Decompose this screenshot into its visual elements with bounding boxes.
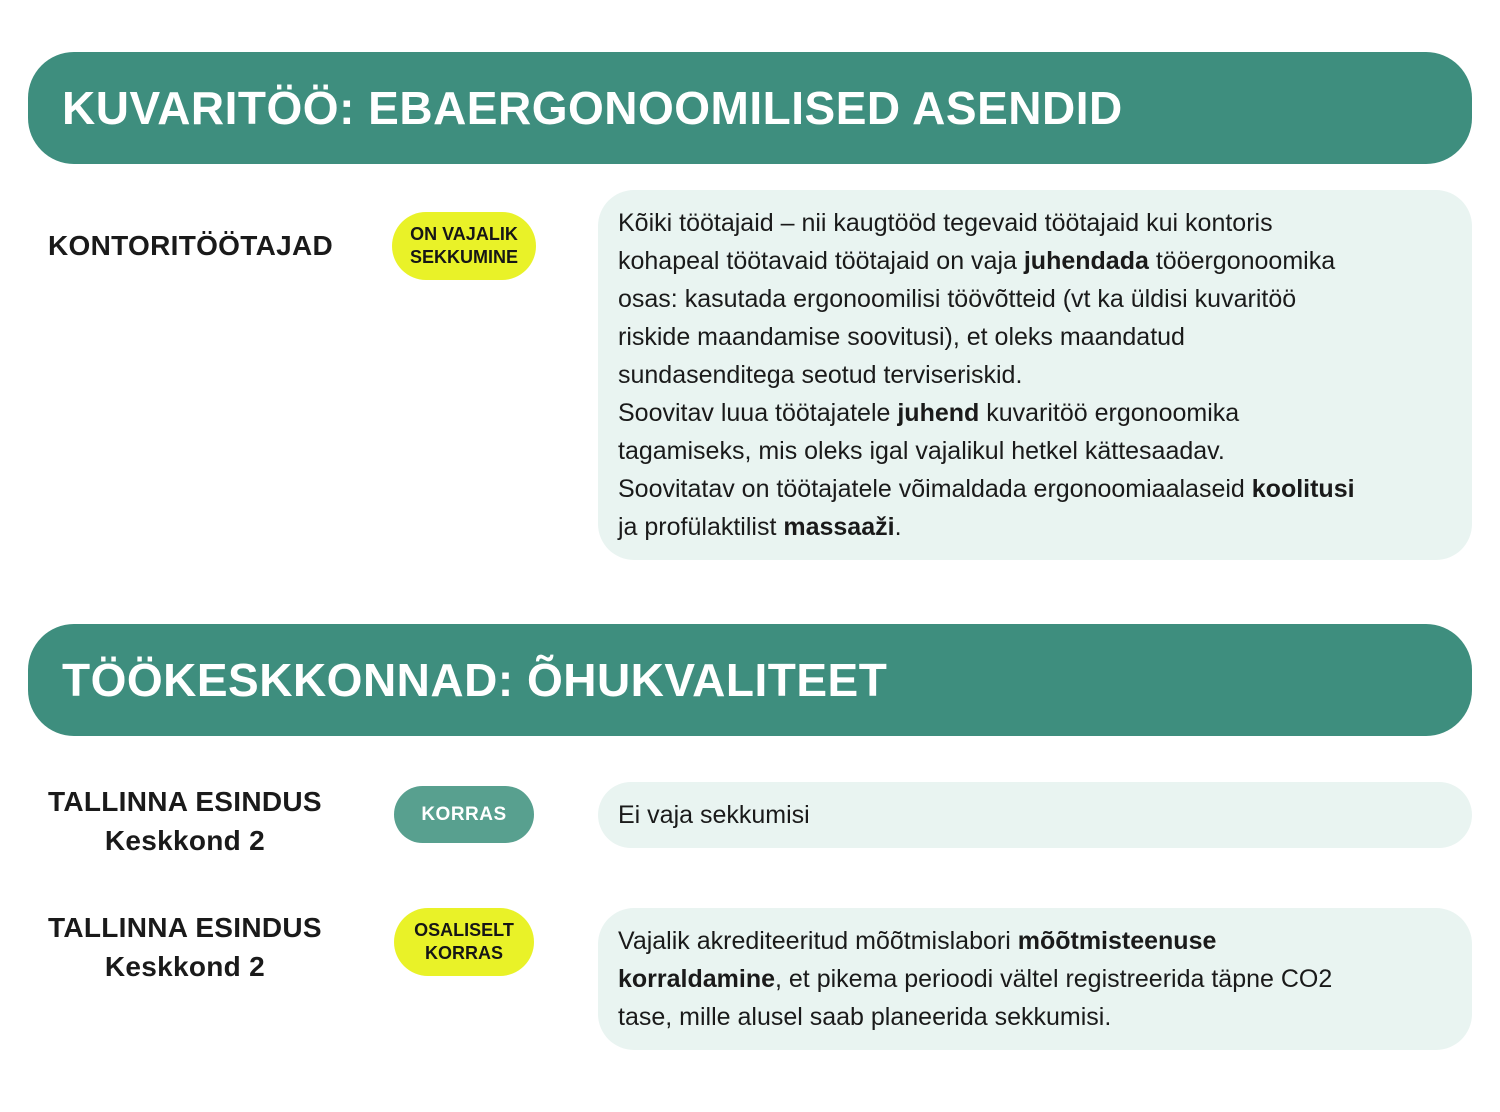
note-box-co2-moodtmine: Vajalik akrediteeritud mõõtmislabori mõõtmisteenuse korraldamine, et pikema perioodi vältel registreerida täpne CO2 tase, mille alusel saab planeerida sekkumisi. [598,908,1472,1050]
banner-ohukvaliteet [28,624,1472,736]
note-box-kontoritootajad: Kõiki töötajaid – nii kaugtööd tegevaid töötajaid kui kontoris kohapeal töötavaid töötajaid on vaja juhendada tööergonoomika osas: kasutada ergonoomilisi töövõtteid (vt ka üldisi kuvaritöö riskide maandamise soovitusi), et oleks maandatud sundasenditega seotud terviseriskid. Soovitav luua töötajatele juhend kuvaritöö ergonoomika tagamiseks, mis oleks igal vajalikul hetkel kättesaadav. Soovitatav on töötajatele võimaldada ergonoomiaalaseid koolitusi ja profülaktilist massaaži. [598,190,1472,560]
page [0,52,1500,1050]
status-pill-column [390,908,538,976]
row-label-kontoritootajad: KONTORITÖÖTAJAD [48,230,334,261]
status-pill-on-vajalik-sekkumine: ON VAJALIK SEKKUMINE [392,212,536,280]
status-pill-osaliselt-korras: OSALISELT KORRAS [394,908,534,976]
status-pill-column [390,782,538,843]
row-tallinna-esindus-osaliselt-korras [28,908,1472,1050]
row-kontoritootajad [28,190,1472,560]
row-label-tallinna-esindus-2: TALLINNA ESINDUS Keskkond 2 [48,912,322,982]
banner-kuvaritoo [28,52,1472,164]
banner-ohukvaliteet-title: TÖÖKESKKONNAD: ÕHUKVALITEET [62,654,888,706]
note-box-ei-vaja-sekkumisi: Ei vaja sekkumisi [598,782,1472,848]
status-pill-column [390,190,538,280]
row-label-tallinna-esindus-1: TALLINNA ESINDUS Keskkond 2 [48,786,322,856]
row-tallinna-esindus-korras [28,782,1472,860]
banner-kuvaritoo-title: KUVARITÖÖ: EBAERGONOOMILISED ASENDID [62,82,1123,134]
status-pill-korras: KORRAS [394,786,534,843]
